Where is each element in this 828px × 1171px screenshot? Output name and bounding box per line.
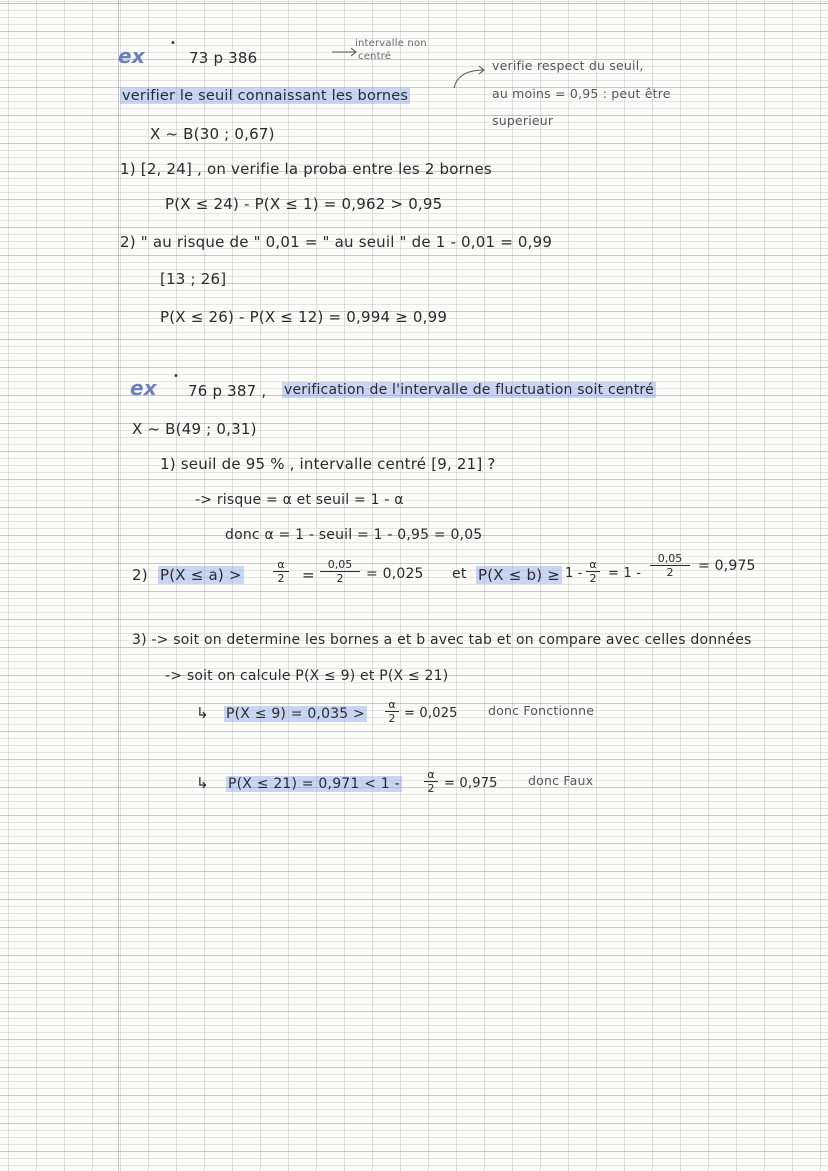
ex2-question-2-one-minus: 1 - bbox=[565, 566, 583, 581]
fraction-0-05-over-2 bbox=[320, 558, 360, 586]
ex1-law: X ~ B(30 ; 0,67) bbox=[150, 125, 275, 143]
ex1-note-centre-line1: intervalle non bbox=[355, 38, 427, 49]
fraction-numerator: 0,05 bbox=[320, 558, 360, 572]
alpha-over-2-fraction bbox=[424, 768, 438, 796]
ex2-question-3: 3) -> soit on determine les bornes a et b avec tab et on compare avec celles données bbox=[132, 632, 752, 648]
ex1-label: ex bbox=[118, 44, 145, 68]
fraction-denominator: 2 bbox=[589, 572, 597, 585]
ex2-question-1-donc: donc α = 1 - seuil = 1 - 0,95 = 0,05 bbox=[225, 527, 483, 543]
ex1-degree-mark: • bbox=[170, 38, 176, 49]
ex2-question-3-p9-result: = 0,025 bbox=[404, 706, 458, 721]
ex1-question-1-calc: P(X ≤ 24) - P(X ≤ 1) = 0,962 > 0,95 bbox=[165, 195, 443, 213]
fraction-denominator: 2 bbox=[427, 782, 435, 795]
ex2-title: verification de l'intervalle de fluctuation soit centré bbox=[284, 382, 654, 398]
ex1-note-centre-line2: centré bbox=[358, 51, 392, 62]
ex1-reference: 73 p 386 bbox=[189, 49, 258, 67]
ex2-question-2-result-2: = 0,975 bbox=[698, 558, 756, 574]
ex1-question-2: 2) " au risque de " 0,01 = " au seuil " de 1 - 0,01 = 0,99 bbox=[120, 233, 553, 251]
ex2-question-2-p2: P(X ≤ b) ≥ bbox=[478, 566, 560, 584]
ex1-title: verifier le seuil connaissant les bornes bbox=[122, 88, 409, 104]
ex2-question-1-risk: -> risque = α et seuil = 1 - α bbox=[195, 492, 404, 508]
alpha-over-2-fraction bbox=[385, 698, 399, 726]
ex2-question-3-calc-intro: -> soit on calcule P(X ≤ 9) et P(X ≤ 21) bbox=[165, 668, 449, 684]
alpha-over-2-fraction bbox=[273, 558, 289, 586]
ex1-side-note-line1: verifie respect du seuil, bbox=[492, 58, 644, 73]
fraction-numerator: α bbox=[424, 768, 438, 782]
ex2-question-3-p21-result: = 0,975 bbox=[444, 776, 498, 791]
ex2-label: ex bbox=[130, 376, 157, 400]
ex1-question-2-interval: [13 ; 26] bbox=[160, 270, 227, 288]
ex2-question-3-p9-conclusion: donc Fonctionne bbox=[488, 703, 595, 718]
curved-arrow-icon bbox=[450, 62, 490, 92]
return-arrow-icon: ↳ bbox=[196, 704, 209, 722]
ex1-side-note-line3: superieur bbox=[492, 113, 554, 128]
fraction-numerator: α bbox=[273, 558, 289, 572]
ex2-question-3-p9: P(X ≤ 9) = 0,035 > bbox=[226, 706, 365, 722]
fraction-0-05-over-2 bbox=[650, 552, 690, 580]
ex2-question-2-et: et bbox=[452, 566, 467, 582]
ex2-question-1: 1) seuil de 95 % , intervalle centré [9, 21] ? bbox=[160, 455, 496, 473]
return-arrow-icon: ↳ bbox=[196, 774, 209, 792]
ex2-question-2-number: 2) bbox=[132, 566, 148, 584]
fraction-numerator: α bbox=[385, 698, 399, 712]
ex2-question-3-p21-text: P(X ≤ 21) = 0,971 < 1 - bbox=[228, 776, 400, 792]
fraction-denominator: 2 bbox=[388, 712, 396, 725]
fraction-numerator: α bbox=[586, 558, 600, 572]
ex1-question-2-calc: P(X ≤ 26) - P(X ≤ 12) = 0,994 ≥ 0,99 bbox=[160, 308, 448, 326]
equals-sign: = bbox=[302, 566, 315, 584]
ex2-question-2-equals-one-minus: = 1 - bbox=[608, 566, 642, 581]
ex2-reference: 76 p 387 , bbox=[188, 382, 267, 400]
ex2-question-2-p1: P(X ≤ a) > bbox=[160, 566, 242, 584]
alpha-over-2-fraction bbox=[586, 558, 600, 586]
ex2-law: X ~ B(49 ; 0,31) bbox=[132, 420, 257, 438]
ex2-question-2-result: = 0,025 bbox=[366, 566, 424, 582]
ex1-question-1: 1) [2, 24] , on verifie la proba entre les 2 bornes bbox=[120, 160, 492, 178]
fraction-denominator: 2 bbox=[277, 572, 285, 585]
fraction-numerator: 0,05 bbox=[650, 552, 690, 566]
ex1-side-note-line2: au moins = 0,95 : peut être bbox=[492, 86, 671, 101]
margin-line bbox=[118, 0, 119, 1171]
fraction-denominator: 2 bbox=[666, 566, 674, 579]
ex2-degree-mark: • bbox=[173, 371, 179, 382]
fraction-denominator: 2 bbox=[336, 572, 344, 585]
ex2-question-3-p21 bbox=[226, 776, 402, 792]
ex2-question-3-p21-conclusion: donc Faux bbox=[528, 773, 594, 788]
